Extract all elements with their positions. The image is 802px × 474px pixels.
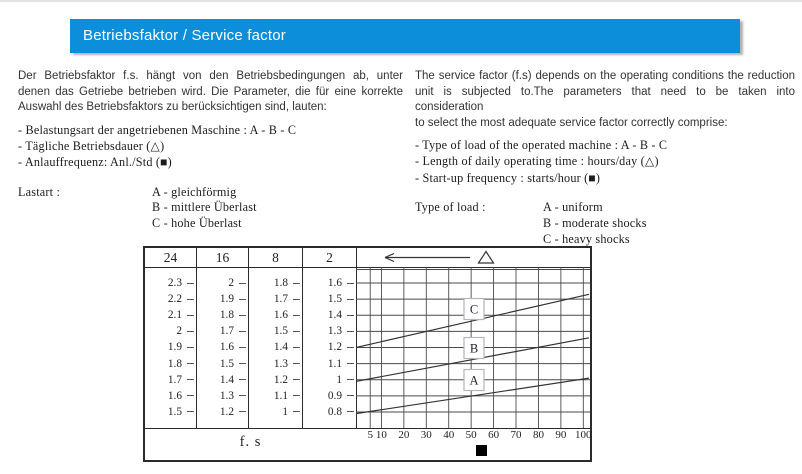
- english-parameter-item: - Length of daily operating time : hours/day (△): [415, 154, 659, 169]
- scale-tick-mark: [347, 411, 354, 412]
- scale-tick-mark: [239, 299, 246, 300]
- fs-scale-value: 1.3: [219, 389, 234, 402]
- x-axis-tick-label: 100: [575, 429, 592, 441]
- scale-tick-mark: [187, 315, 194, 316]
- english-parameter-item: - Type of load of the operated machine : A - B - C: [415, 138, 668, 152]
- x-axis-tick-label: 30: [420, 429, 432, 441]
- english-load-type-item: C - heavy shocks: [543, 231, 630, 246]
- english-section: [415, 69, 795, 247]
- fs-scale-row: [303, 339, 356, 355]
- german-load-type-items: [152, 185, 403, 232]
- hours-header-24: 24: [163, 250, 178, 265]
- fs-scale-value: 1.2: [273, 373, 288, 386]
- english-intro-line: to select the most adequate service factor correctly comprise:: [415, 116, 728, 129]
- german-parameter-item: - Belastungsart der angetriebenen Maschine : A - B - C: [18, 122, 297, 137]
- fs-scale-row: [197, 291, 248, 307]
- series-label-B: B: [469, 341, 479, 356]
- german-load-type-item: B - mittlere Überlast: [152, 200, 257, 215]
- fs-scale-column-24h: [145, 267, 196, 428]
- fs-scale-row: [249, 372, 302, 388]
- fs-scale-value: 1.3: [273, 357, 288, 370]
- fs-scale-row: [197, 323, 248, 339]
- fs-scale-value: 0.9: [327, 389, 342, 402]
- scale-tick-mark: [293, 347, 300, 348]
- fs-scale-row: [197, 275, 248, 291]
- german-intro-line: Auswahl des Betriebsfaktors zu berücksichtigen sind, lauten:: [18, 101, 327, 113]
- fs-scale-value: 1: [282, 405, 288, 418]
- scale-tick-mark: [347, 283, 354, 284]
- fs-scale-value: 1.6: [219, 341, 234, 354]
- scale-tick-mark: [293, 315, 300, 316]
- fs-scale-row: [145, 307, 196, 323]
- fs-scale-row: [303, 372, 356, 388]
- fs-scale-row: [197, 388, 248, 404]
- english-load-type-items: [543, 200, 795, 247]
- scale-tick-mark: [187, 411, 194, 412]
- fs-scale-value: 1.7: [167, 373, 182, 386]
- fs-scale-row: [249, 307, 302, 323]
- scale-tick-mark: [347, 315, 354, 316]
- fs-scale-row: [197, 307, 248, 323]
- x-axis-tick-label: 70: [510, 429, 522, 441]
- scale-tick-mark: [187, 395, 194, 396]
- english-intro-line: unit is subjected to.The parameters that need to be taken into consideration: [415, 85, 795, 113]
- fs-scale-row: [303, 307, 356, 323]
- english-load-type-block: [415, 200, 795, 247]
- fs-scale-value: 1.5: [327, 293, 342, 306]
- x-axis-tick-label: 60: [488, 429, 500, 441]
- fs-scale-value: 1.4: [219, 373, 234, 386]
- german-parameter-list: [18, 122, 403, 171]
- x-axis-tick-label: 50: [465, 429, 477, 441]
- scale-tick-mark: [187, 347, 194, 348]
- fs-scale-row: [145, 404, 196, 420]
- scale-tick-mark: [293, 379, 300, 380]
- x-axis-tick-label: 20: [398, 429, 410, 441]
- hours-header-2: 2: [326, 250, 333, 265]
- fs-scale-value: 1.9: [167, 341, 182, 354]
- scale-tick-mark: [187, 331, 194, 332]
- fs-scale-value: 1.4: [327, 309, 342, 322]
- scale-tick-mark: [293, 363, 300, 364]
- scale-tick-mark: [347, 299, 354, 300]
- scale-tick-mark: [293, 411, 300, 412]
- fs-scale-row: [145, 323, 196, 339]
- fs-scale-value: 1.8: [219, 309, 234, 322]
- fs-scale-value: 1.8: [273, 277, 288, 290]
- fs-scale-row: [249, 404, 302, 420]
- fs-scale-row: [249, 356, 302, 372]
- series-label-A: A: [469, 373, 479, 388]
- german-load-type-label: Lastart :: [18, 184, 61, 199]
- german-parameter-item: - Anlauffrequenz: Anl./Std (■): [18, 155, 172, 170]
- english-parameter-item: - Start-up frequency : starts/hour (■): [415, 170, 601, 185]
- fs-axis-label: f. s: [239, 434, 262, 450]
- fs-scale-value: 1.6: [327, 277, 342, 290]
- fs-scale-value: 0.8: [327, 405, 342, 418]
- fs-scale-value: 2.2: [167, 293, 182, 306]
- fs-scale-value: 1: [336, 373, 342, 386]
- fs-scale-column-8h: [249, 267, 302, 428]
- scale-tick-mark: [239, 379, 246, 380]
- scale-tick-mark: [293, 331, 300, 332]
- scale-tick-mark: [239, 395, 246, 396]
- fs-scale-value: 1.9: [219, 293, 234, 306]
- fs-scale-row: [303, 404, 356, 420]
- x-axis-tick-label: 90: [555, 429, 567, 441]
- scale-tick-mark: [187, 283, 194, 284]
- series-label-C: C: [469, 302, 479, 317]
- german-intro: [18, 69, 403, 116]
- fs-scale-value: 2.1: [167, 309, 182, 322]
- fs-scale-row: [303, 388, 356, 404]
- fs-scale-value: 1.6: [273, 309, 288, 322]
- title-bar: [70, 19, 740, 53]
- page-top-edge: [0, 0, 802, 2]
- german-intro-line: denen das Getriebe betrieben wird. Die Parameter, die für eine korrekte: [18, 85, 403, 98]
- scale-tick-mark: [293, 283, 300, 284]
- scale-tick-mark: [347, 379, 354, 380]
- fs-scale-row: [249, 339, 302, 355]
- scale-tick-mark: [347, 347, 354, 348]
- english-load-type-item: A - uniform: [543, 200, 603, 215]
- fs-scale-value: 2: [176, 325, 182, 338]
- service-factor-table: [143, 246, 592, 462]
- scale-tick-mark: [293, 299, 300, 300]
- fs-scale-row: [145, 388, 196, 404]
- fs-scale-value: 1.5: [273, 325, 288, 338]
- german-intro-line: Der Betriebsfaktor f.s. hängt von den Betriebsbedingungen ab, unter: [18, 70, 403, 82]
- scale-tick-mark: [347, 363, 354, 364]
- fs-scale-column-2h: [303, 267, 356, 428]
- fs-scale-row: [249, 323, 302, 339]
- german-load-type-block: [18, 185, 403, 232]
- fs-scale-value: 1.5: [167, 405, 182, 418]
- fs-scale-row: [197, 404, 248, 420]
- fs-scale-value: 1.2: [327, 341, 342, 354]
- daily-hours-triangle-icon: [479, 252, 494, 264]
- arrow-left-icon: [356, 248, 590, 267]
- english-intro-line: The service factor (f.s) depends on the operating conditions the reduction: [415, 70, 795, 82]
- starts-per-hour-axis: [356, 429, 590, 442]
- english-load-type-item: B - moderate shocks: [543, 215, 647, 230]
- fs-scale-value: 1.5: [219, 357, 234, 370]
- hours-header-16: 16: [215, 250, 230, 265]
- fs-scale-row: [197, 339, 248, 355]
- hours-header-8: 8: [272, 250, 279, 265]
- fs-scale-row: [197, 356, 248, 372]
- scale-tick-mark: [347, 331, 354, 332]
- fs-scale-row: [197, 372, 248, 388]
- scale-tick-mark: [239, 363, 246, 364]
- fs-scale-value: 2.3: [167, 277, 182, 290]
- fs-scale-value: 1.1: [273, 389, 288, 402]
- fs-scale-value: 1.1: [327, 357, 342, 370]
- fs-scale-row: [145, 275, 196, 291]
- fs-scale-value: 1.7: [273, 293, 288, 306]
- scale-tick-mark: [239, 347, 246, 348]
- nomograph-chart: [356, 267, 590, 428]
- fs-scale-value: 2: [228, 277, 234, 290]
- fs-scale-value: 1.3: [327, 325, 342, 338]
- scale-tick-mark: [187, 299, 194, 300]
- german-parameter-item: - Tägliche Betriebsdauer (△): [18, 138, 165, 153]
- fs-scale-row: [249, 388, 302, 404]
- fs-scale-value: 1.4: [273, 341, 288, 354]
- fs-scale-row: [303, 291, 356, 307]
- page-title: Betriebsfaktor / Service factor: [83, 27, 286, 44]
- daily-hours-arrow-header: [356, 248, 590, 267]
- english-load-type-label: Type of load :: [415, 200, 486, 215]
- starts-per-hour-square-icon: [476, 445, 487, 456]
- x-axis-tick-label: 10: [375, 429, 387, 441]
- scale-tick-mark: [293, 395, 300, 396]
- x-axis-tick-label: 40: [443, 429, 455, 441]
- fs-scale-value: 1.8: [167, 357, 182, 370]
- fs-scale-value: 1.6: [167, 389, 182, 402]
- fs-scale-row: [145, 356, 196, 372]
- german-section: [18, 69, 403, 232]
- scale-tick-mark: [239, 283, 246, 284]
- fs-scale-value: 1.7: [219, 325, 234, 338]
- fs-scale-row: [249, 275, 302, 291]
- x-axis-tick-label: 80: [532, 429, 544, 441]
- fs-scale-row: [303, 323, 356, 339]
- scale-tick-mark: [347, 395, 354, 396]
- fs-scale-column-16h: [197, 267, 248, 428]
- fs-scale-row: [145, 372, 196, 388]
- fs-scale-row: [303, 275, 356, 291]
- german-load-type-item: A - gleichförmig: [152, 184, 237, 199]
- scale-tick-mark: [239, 315, 246, 316]
- english-parameter-list: [415, 137, 795, 186]
- x-axis-tick-label: 5: [367, 429, 373, 441]
- scale-tick-mark: [187, 379, 194, 380]
- scale-tick-mark: [187, 363, 194, 364]
- scale-tick-mark: [239, 331, 246, 332]
- german-load-type-item: C - hohe Überlast: [152, 216, 242, 231]
- fs-scale-row: [145, 291, 196, 307]
- english-intro: [415, 69, 795, 131]
- fs-scale-value: 1.2: [219, 405, 234, 418]
- scale-tick-mark: [239, 411, 246, 412]
- fs-scale-row: [249, 291, 302, 307]
- fs-scale-row: [145, 339, 196, 355]
- fs-scale-row: [303, 356, 356, 372]
